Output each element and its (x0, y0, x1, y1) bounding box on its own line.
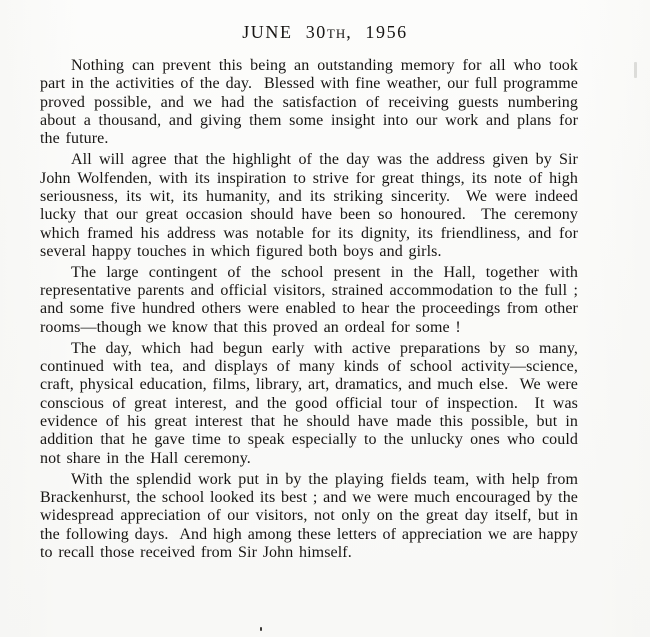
page-title (0, 0, 650, 43)
paragraph-1: Nothing can prevent this being an outstanding memory for all who took part in the activities of the day. Blessed with fine weather, our full programme proved possible, and we had the satisfaction of receiving guests numbering about a thousand, and giving them some insight into our work and plans for the future. (40, 57, 584, 148)
paragraph-2: All will agree that the highlight of the day was the address given by Sir John Wolfenden, with its inspiration to strive for great things, its note of high seriousness, its wit, its humanity, and its striking sincerity. We were indeed lucky that our great occasion should have been so honoured. The ceremony which framed his address was notable for its dignity, its friendliness, and for several happy touches in which figured both boys and girls. (40, 151, 584, 260)
title-ordinal-suffix: TH (326, 26, 347, 41)
ink-speck-artifact (260, 627, 262, 631)
paragraph-4: The day, which had begun early with active preparations by so many, continued with tea, and displays of many kinds of school activity—science, craft, physical education, films, library, art, dramatics, and much else. We were conscious of great interest, and the good official tour of inspection. It was evidence of his great interest that he should have made this possible, but in addition that he gave time to speak especially to the unlucky ones who could not share in the Hall ceremony. (40, 339, 584, 467)
paragraph-5: With the splendid work put in by the playing fields team, with help from Brackenhurst, the school looked its best ; and we were much encouraged by the widespread appreciation of our visitors, not only on the great day itself, but in the following days. And high among these letters of appreciation we are happy to recall those received from Sir John himself. (40, 470, 584, 561)
paragraph-3: The large contingent of the school present in the Hall, together with representative parents and official visitors, strained accommodation to the full ; and some five hundred others were enabled to hear the proceedings from other rooms—though we know that this proved an ordeal for some ! (40, 263, 584, 336)
title-date-prefix: JUNE 30 (242, 22, 327, 42)
page-body (40, 57, 584, 565)
scan-edge-artifact (634, 62, 637, 78)
title-year-suffix: , 1956 (346, 22, 408, 42)
